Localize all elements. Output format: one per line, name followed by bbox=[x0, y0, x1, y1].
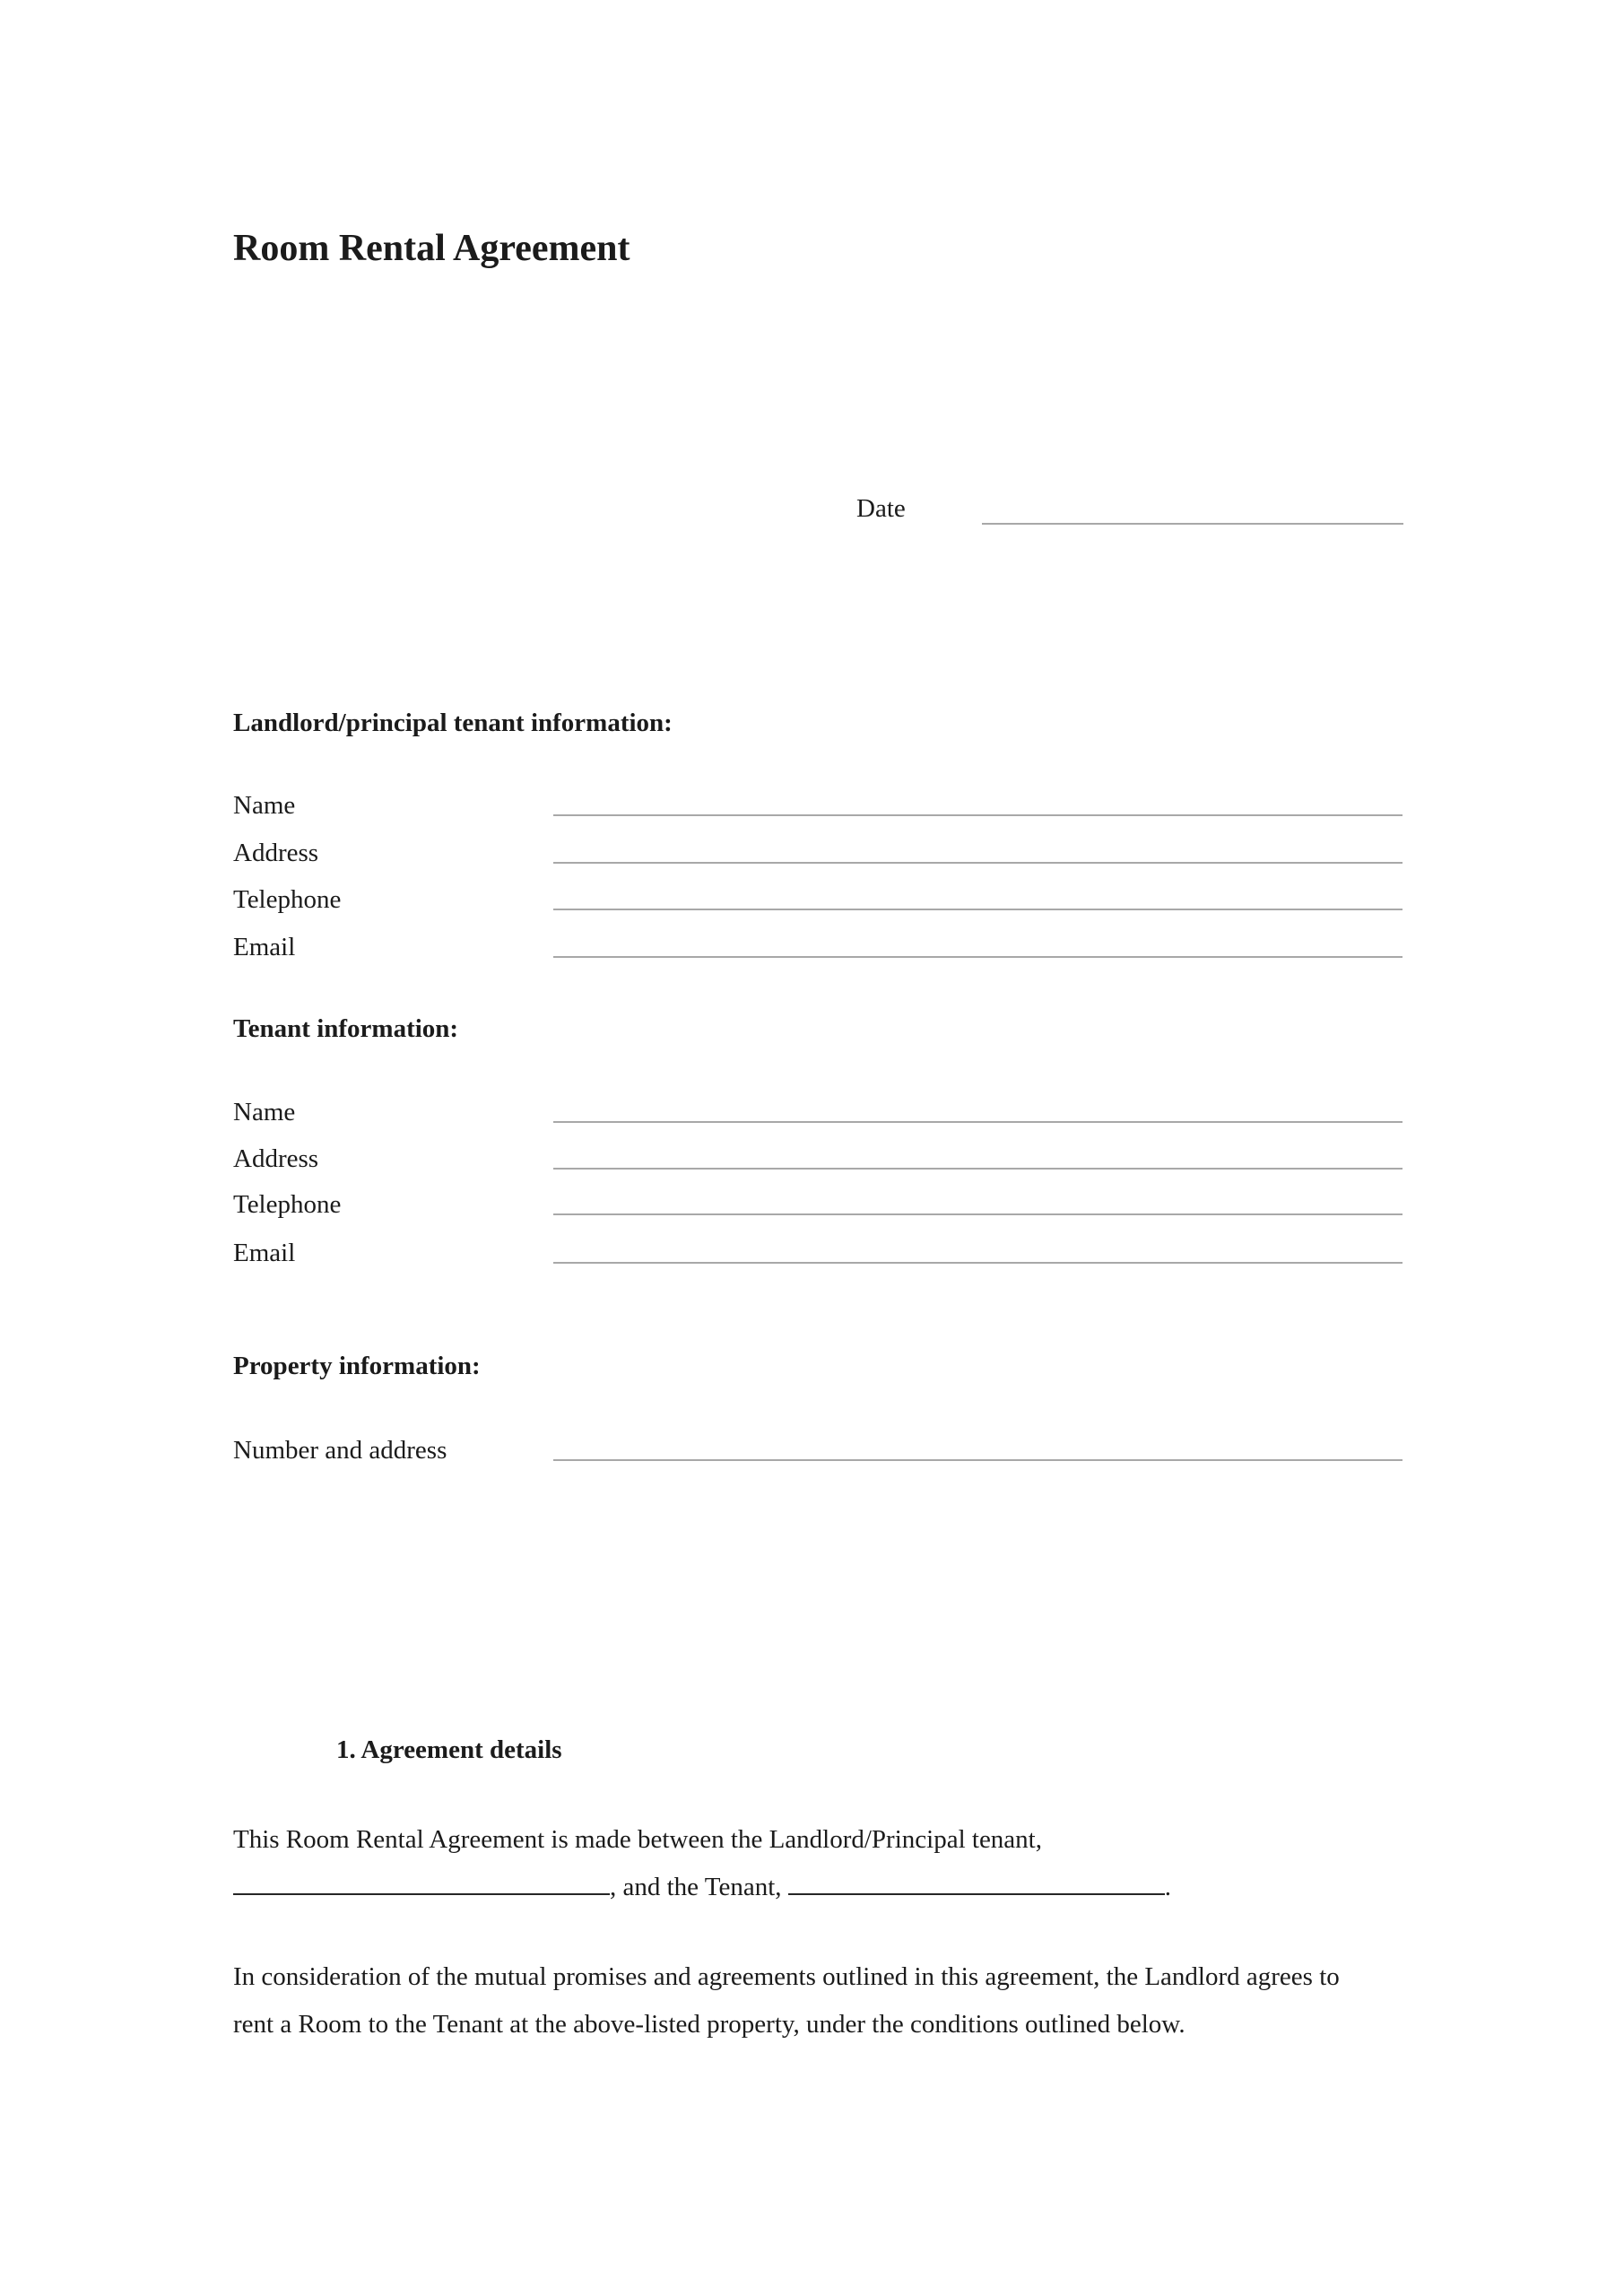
tenant-name-inline-blank[interactable] bbox=[788, 1893, 1165, 1895]
property-number-address-fill-in-line[interactable] bbox=[553, 1433, 1403, 1461]
field-row-landlord-name bbox=[233, 788, 1403, 822]
section-heading-landlord: Landlord/principal tenant information: bbox=[233, 709, 673, 737]
tenant-name-fill-in-line[interactable] bbox=[553, 1095, 1403, 1123]
field-row-landlord-telephone bbox=[233, 883, 1403, 917]
field-row-tenant-address bbox=[233, 1142, 1403, 1176]
landlord-address-fill-in-line[interactable] bbox=[553, 836, 1403, 864]
landlord-email-label: Email bbox=[233, 933, 296, 961]
agreement-paragraph-2: In consideration of the mutual promises and agreements outlined in this agreement, the Landlord agrees to rent a Room to the Tenant at the above-listed property, under the conditions outlined below. bbox=[233, 1962, 1340, 2039]
landlord-email-fill-in-line[interactable] bbox=[553, 930, 1403, 958]
landlord-name-inline-blank[interactable] bbox=[233, 1893, 610, 1895]
date-fill-in-line[interactable] bbox=[982, 523, 1403, 525]
agreement-p1-text-before-blank1: This Room Rental Agreement is made between the Landlord/Principal tenant, bbox=[233, 1825, 1042, 1854]
section-heading-tenant: Tenant information: bbox=[233, 1014, 459, 1043]
field-row-tenant-email bbox=[233, 1236, 1403, 1270]
field-row-landlord-email bbox=[233, 930, 1403, 964]
landlord-address-label: Address bbox=[233, 839, 319, 867]
tenant-address-label: Address bbox=[233, 1144, 319, 1173]
tenant-telephone-fill-in-line[interactable] bbox=[553, 1187, 1403, 1215]
field-row-tenant-telephone bbox=[233, 1187, 1403, 1222]
section-heading-property: Property information: bbox=[233, 1352, 481, 1380]
landlord-name-fill-in-line[interactable] bbox=[553, 788, 1403, 816]
landlord-name-label: Name bbox=[233, 791, 296, 820]
landlord-telephone-label: Telephone bbox=[233, 885, 342, 914]
tenant-address-fill-in-line[interactable] bbox=[553, 1142, 1403, 1170]
tenant-email-fill-in-line[interactable] bbox=[553, 1236, 1403, 1264]
field-row-property-number-address bbox=[233, 1433, 1403, 1467]
tenant-name-label: Name bbox=[233, 1098, 296, 1126]
agreement-paragraph-1 bbox=[233, 1816, 1359, 1911]
date-label: Date bbox=[856, 494, 906, 523]
field-row-landlord-address bbox=[233, 836, 1403, 870]
property-number-address-label: Number and address bbox=[233, 1436, 447, 1465]
landlord-telephone-fill-in-line[interactable] bbox=[553, 883, 1403, 910]
agreement-p1-text-between-blanks: , and the Tenant, bbox=[610, 1873, 788, 1901]
field-row-tenant-name bbox=[233, 1095, 1403, 1129]
agreement-p1-text-after-blank2: . bbox=[1164, 1873, 1172, 1901]
tenant-telephone-label: Telephone bbox=[233, 1190, 342, 1219]
tenant-email-label: Email bbox=[233, 1239, 296, 1267]
agreement-details-heading: 1. Agreement details bbox=[336, 1735, 562, 1764]
document-title: Room Rental Agreement bbox=[233, 228, 630, 269]
